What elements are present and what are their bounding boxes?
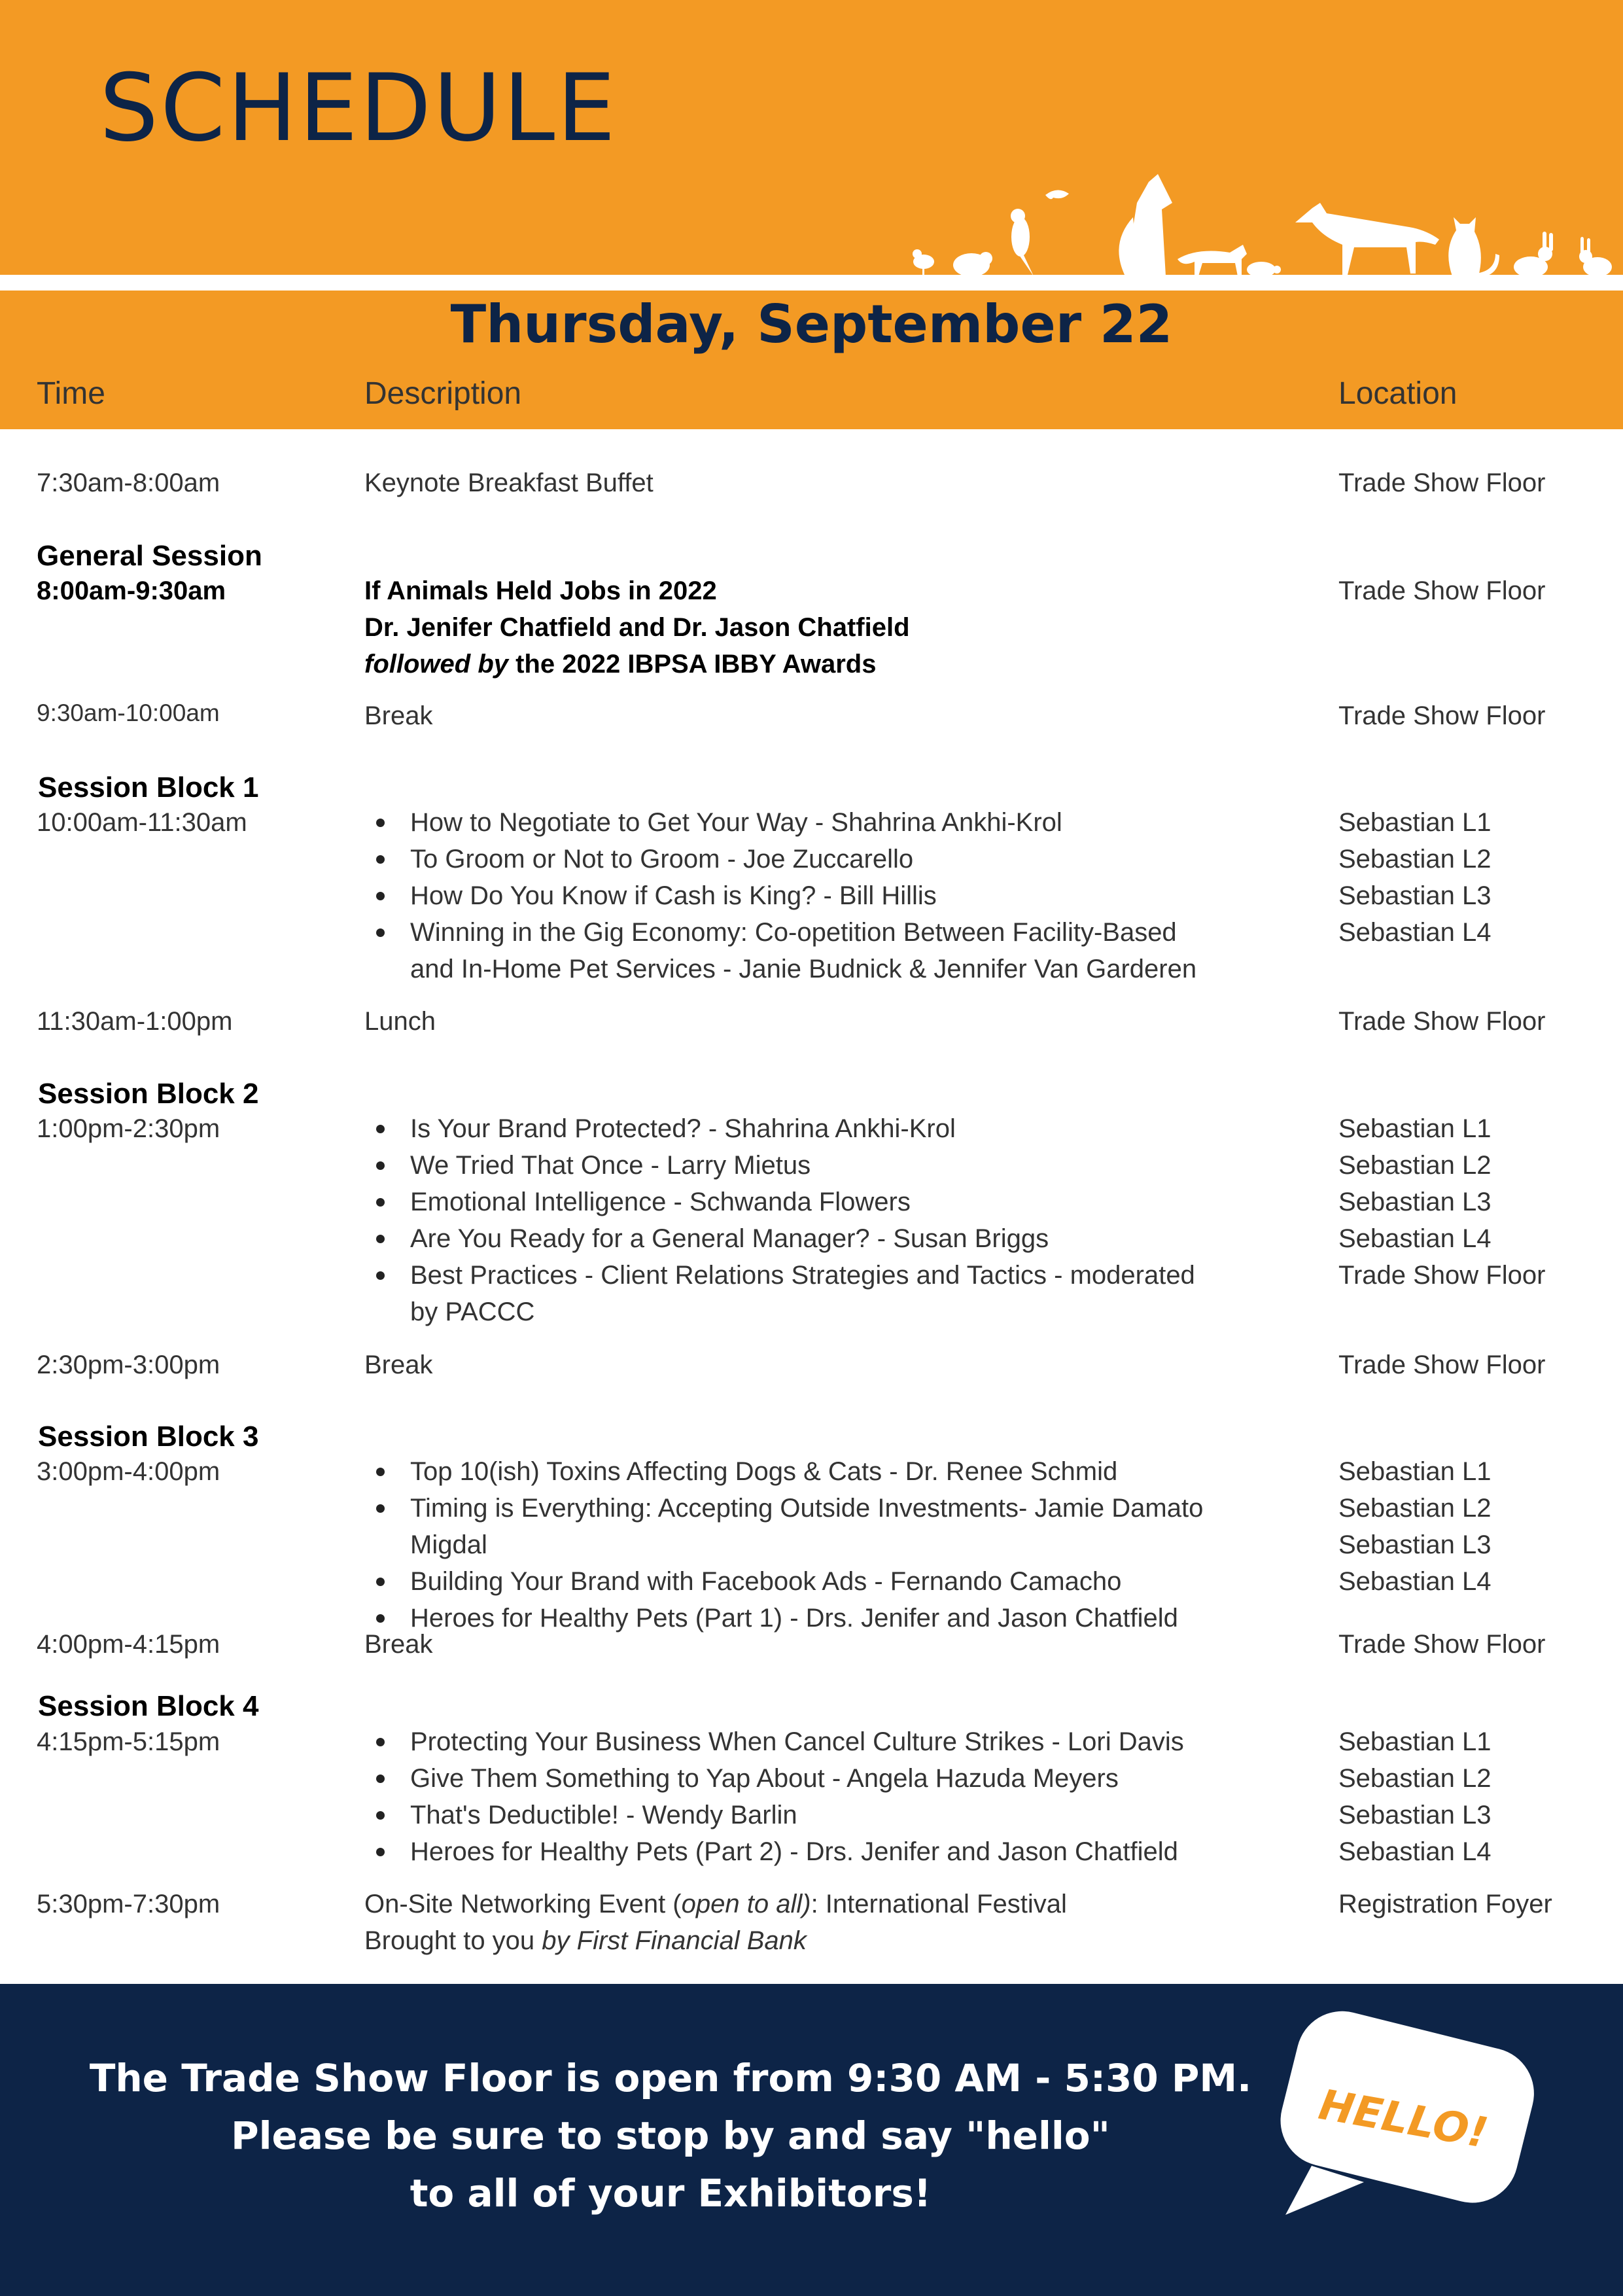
footer-line: Please be sure to stop by and say "hello" [231,2113,1110,2158]
footer-message [0,2049,1341,2222]
footer-line: to all of your Exhibitors! [410,2171,932,2216]
row-location: Sebastian L1 [1338,1727,1492,1756]
list-item-continuation: by PACCC [410,1298,535,1326]
row-location: Sebastian L3 [1338,1801,1492,1829]
list-item: Heroes for Healthy Pets (Part 1) - Drs. Jenifer and Jason Chatfield [364,1600,1623,1636]
row-location: Sebastian L2 [1338,845,1492,874]
row-location: Trade Show Floor [1338,1351,1546,1379]
list-item: Building Your Brand with Facebook Ads - Fernando Camacho [364,1563,1623,1600]
column-header-time: Time [37,376,105,411]
footer-line: The Trade Show Floor is open from 9:30 AM - 5:30 PM. [89,2056,1252,2100]
row-time: 9:30am-10:00am [37,699,220,726]
hello-text: HELLO! [1315,2080,1492,2159]
row-location: Trade Show Floor [1338,1007,1546,1036]
session-speakers: Dr. Jenifer Chatfield and Dr. Jason Chatfield [364,613,910,642]
row-description: Break [364,701,433,730]
row-location: Sebastian L4 [1338,918,1492,947]
session-heading: General Session [37,540,262,572]
list-item: How Do You Know if Cash is King? - Bill Hillis [364,877,1623,914]
row-description: Keynote Breakfast Buffet [364,468,654,497]
list-item: Winning in the Gig Economy: Co-opetition Between Facility-Based [364,914,1623,951]
row-location: Sebastian L2 [1338,1494,1492,1523]
description-text: : International Festival [811,1890,1067,1918]
subtitle-text: the 2022 IBPSA IBBY Awards [508,650,877,679]
list-item: Is Your Brand Protected? - Shahrina Ankhi-Krol [364,1110,1623,1147]
list-item: Protecting Your Business When Cancel Culture Strikes - Lori Davis [364,1723,1623,1760]
list-item-continuation: and In-Home Pet Services - Janie Budnick & Jennifer Van Garderen [410,955,1197,983]
column-header-description: Description [364,376,522,411]
row-location: Sebastian L2 [1338,1764,1492,1793]
list-item: To Groom or Not to Groom - Joe Zuccarello [364,841,1623,877]
day-title: Thursday, September 22 [450,294,1173,355]
list-item: Timing is Everything: Accepting Outside Investments- Jamie Damato [364,1490,1623,1527]
row-location: Sebastian L1 [1338,1114,1492,1143]
row-location: Sebastian L3 [1338,881,1492,910]
row-location: Trade Show Floor [1338,1261,1546,1290]
row-location: Trade Show Floor [1338,576,1546,605]
italic-text: by First Financial Bank [542,1926,807,1955]
description-text: On-Site Networking Event ( [364,1890,682,1918]
italic-text: open to all) [681,1890,811,1918]
list-item: Top 10(ish) Toxins Affecting Dogs & Cats - Dr. Renee Schmid [364,1453,1623,1490]
row-description: Lunch [364,1007,436,1036]
session-subtitle [364,646,876,682]
session-heading: Session Block 3 [38,1421,259,1453]
row-location: Sebastian L1 [1338,1457,1492,1486]
row-time: 3:00pm-4:00pm [37,1457,220,1486]
description-text: Brought to you [364,1926,542,1955]
list-item: Heroes for Healthy Pets (Part 2) - Drs. Jenifer and Jason Chatfield [364,1833,1623,1870]
row-location: Registration Foyer [1338,1890,1552,1918]
row-location: Sebastian L4 [1338,1837,1492,1866]
row-location: Sebastian L4 [1338,1567,1492,1596]
row-time: 2:30pm-3:00pm [37,1351,220,1379]
session-heading: Session Block 2 [38,1078,259,1110]
italic-text: followed by [364,650,508,679]
column-header-location: Location [1338,376,1457,411]
session-title: If Animals Held Jobs in 2022 [364,576,717,605]
divider [0,275,1623,291]
row-description: Break [364,1351,433,1379]
list-item: We Tried That Once - Larry Mietus [364,1147,1623,1184]
session-heading: Session Block 4 [38,1690,259,1722]
row-location: Sebastian L3 [1338,1530,1492,1559]
row-time: 11:30am-1:00pm [37,1007,233,1036]
sponsor-line [364,1922,807,1959]
list-item: How to Negotiate to Get Your Way - Shahrina Ankhi-Krol [364,804,1623,841]
animal-silhouettes-icon [903,164,1623,278]
list-item: Best Practices - Client Relations Strategies and Tactics - moderated [364,1257,1623,1294]
row-time: 7:30am-8:00am [37,468,220,497]
row-time: 5:30pm-7:30pm [37,1890,220,1918]
list-item: Are You Ready for a General Manager? - Susan Briggs [364,1220,1623,1257]
row-location: Sebastian L2 [1338,1151,1492,1180]
list-item: That's Deductible! - Wendy Barlin [364,1797,1623,1833]
page-title: SCHEDULE [99,54,618,162]
row-description [364,1886,1067,1922]
row-time: 4:15pm-5:15pm [37,1727,220,1756]
list-item: Give Them Something to Yap About - Angela Hazuda Meyers [364,1760,1623,1797]
list-item: Emotional Intelligence - Schwanda Flowers [364,1184,1623,1220]
row-location: Trade Show Floor [1338,468,1546,497]
row-time: 1:00pm-2:30pm [37,1114,220,1143]
row-location: Trade Show Floor [1338,701,1546,730]
row-location: Trade Show Floor [1338,1630,1546,1659]
row-description: Break [364,1630,433,1659]
session-heading: Session Block 1 [38,771,259,804]
row-location: Sebastian L1 [1338,808,1492,837]
speech-bubble-icon [1266,2002,1547,2218]
list-item-continuation: Migdal [410,1530,487,1559]
row-time: 4:00pm-4:15pm [37,1630,220,1659]
row-location: Sebastian L4 [1338,1224,1492,1253]
row-time: 10:00am-11:30am [37,808,247,837]
row-time: 8:00am-9:30am [37,576,226,605]
row-location: Sebastian L3 [1338,1188,1492,1216]
